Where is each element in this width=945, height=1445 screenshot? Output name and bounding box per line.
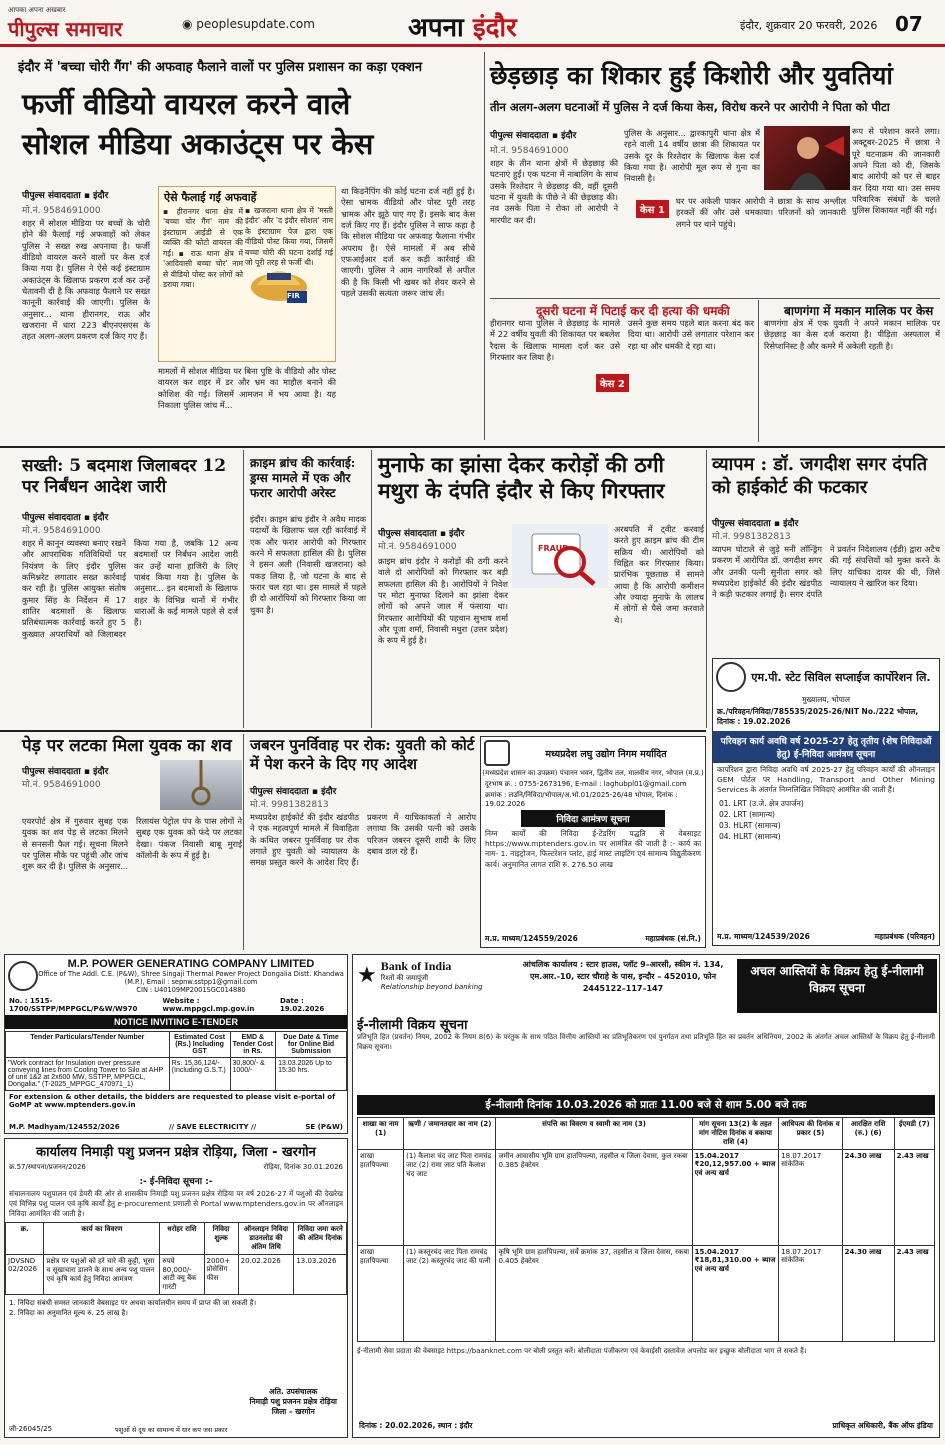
- khargone-ref-right: रोड़िया, दिनांक 30.01.2026: [263, 1163, 343, 1171]
- boi-logo-block: [357, 959, 507, 1009]
- newspaper-logo: आपका अपना अखबार पीपुल्स समाचार: [8, 6, 178, 40]
- star-icon: ★: [357, 962, 377, 988]
- case1-badge: केस 1: [636, 198, 669, 218]
- sub3-title: बाणगंगा में मकान मालिक पर केस: [784, 304, 934, 318]
- khargone-body: संचालनालय पशुपालन एवं डेयरी की ओर से शासकीय निमाड़ी पशु प्रजनन प्रक्षेत्र रोड़िया पर वर्ष 2026-27 में पशुओं की देखरेख एवं विभिन्न पशु पालन एवं कृषि कार्यों हेतु e-procurement प्रणाली से Portal www.mptenders.gov.in पर ऑनलाइन निविदा आमंत्रित की जाती है।: [9, 1189, 343, 1218]
- civil-sub: मुख्यालय, भोपाल: [802, 695, 850, 704]
- boi-brand: Bank of India: [380, 959, 452, 973]
- civil-header: [713, 659, 939, 695]
- table-row: शाखा हातपिपल्या (1) कस्तूरचंद जाट पिता रामचंद्र जाट (2) कस्तूरचंद जाट की पत्नी कृषि भूमि ग्राम हातपिपल्या, सर्वे क्रमांक 37, तहसील व जिला देवास, रकबा 0.405 हेक्टेयर 15.04.2017 ₹18,81,310.00 + ब्याज एवं अन्य खर्च 18.07.2017 सांकेतिक 24.30 लाख 2.43 लाख: [358, 1246, 935, 1342]
- khargone-footer-mid: पशुओं से दूध का सामान्य में धार कप जस प्रकार: [115, 1426, 228, 1434]
- msme-title: मध्यप्रदेश लघु उद्योग निगम मर्यादित: [545, 748, 667, 760]
- story-drugs-headline: क्राइम ब्रांच की कार्रवाई: ड्रग्स मामले में एक और फरार आरोपी अरेस्ट: [250, 456, 356, 500]
- inset-right-text: ▪ खजराना थाना क्षेत्र में 'मस्ती इंदौर' और 'द इंदौर सोशल' नाम के इंस्टाग्राम पेज द्वारा एक वीडियो पोस्ट किया गया, जिसमें बच्चा चोरी की घटना दर्शाई गई जो पूरी तरह से फर्जी थी।: [245, 206, 333, 268]
- khargone-signature: अति. उपसंचालक निमाड़ी पशु प्रजनन प्रक्षेत्र रोड़िया जिला – खरगोन: [249, 1387, 337, 1416]
- story-drugs-body: इंदौर। क्राइम ब्रांच इंदौर ने अवैध मादक पदार्थों के खिलाफ चल रही कार्रवाई में एक और फरार आरोपी को गिरफ्तार करने में सफलता हासिल की है। पुलिस ने हसन अली (निवासी खजराना) को पकड़ लिया है, जो घटना के बाद से फरार चल रहा था। इस मामले में पहले ही दो आरोपियों को गिरफ्तार किया जा चुका है।: [250, 514, 366, 615]
- sub3-text: बाणगंगा क्षेत्र में एक युवती ने अपने मकान मालिक पर छेड़छाड़ का केस दर्ज कराया है। पीड़िता अस्पताल में रिसेप्शनिस्ट है और कमरे में अकेली रहती है।: [764, 318, 940, 351]
- inset-title: ऐसे फैलाई गईं अफवाहें: [164, 191, 257, 204]
- story-thagi-body-2: अरबपति में ट्वीट करवाई करते हुए क्राइम ब्रांच की टीम सक्रिय थी। आरोपियों को चिह्नित कर गिरफ्तार किया। प्रारंभिक पूछताछ में सामने आया है कि आरोपी कमीशन और ज्यादा मुनाफे के लालच में लोगों से पैसे जमा करवाते थे।: [614, 524, 704, 625]
- khargone-title: कार्यालय निमाड़ी पशु प्रजनन प्रक्षेत्र रोड़िया, जिला - खरगोन: [36, 1145, 316, 1160]
- website-link[interactable]: ◉ peoplesupdate.com: [182, 17, 315, 31]
- civil-items: 01. LRT (उ.जे. क्षेत्र उपार्जन) 02. LRT (सामान्य) 03. HLRT (सामान्य) 04. HLRT (सामान्य): [719, 798, 804, 842]
- table-header: EMD & Tender Cost in Rs.: [230, 1032, 276, 1058]
- molest-right-col: रूप से परेशान करने लगा। अक्टूबर-2025 में छात्रा ने पूरे घटनाक्रम की जानकारी अपने पिता को दी, जिसके बाद आरोपी को घर से बाहर कर दिया गया था। उस समय परिवारिक संबंधों के चलते पुलिस शिकायत नहीं की गई।: [852, 126, 940, 216]
- story-thagi-body-1: क्राइम ब्रांच इंदौर ने करोड़ों की ठगी करने वाले दो आरोपियों को गिरफ्तार कर बड़ी सफलता हासिल की है। आरोपियों ने निवेश पर मोटा मुनाफा दिलाने का झांसा देकर लोगों को अपने जाल में फंसाया था। गिरफ्तार आरोपियों की पहचान सुभाष शर्मा और पूजा शर्मा, निवासी मथुरा (उत्तर प्रदेश) के रूप में हुई है।: [378, 556, 508, 646]
- inset-left-text: ▪ हीरानगर थाना क्षेत्र में 'बच्चा चोर गैंग' नाम की इंस्टाग्राम आईडी से एक व्यक्ति की फोटो वायरल की गई। ▪ राऊ थाना क्षेत्र में 'आदिवासी बच्चा चोर' नाम से वीडियो पोस्ट कर लोगों को डराया गया।: [163, 207, 243, 290]
- civil-logo-icon: [716, 662, 746, 692]
- molest-col-1: शहर के तीन थाना क्षेत्रों में छेड़छाड़ की घटनाएं हुईं। एक घटना में नाबालिग के साथ उसके रिश्तेदार ने छेड़छाड़ की, वहीं दूसरी घटना में युवती के पीछे ने की छेड़छाड़ की। नव उसके पिता ने रोका तो आरोपी ने मारपीट कर दी।: [490, 158, 618, 225]
- story-vyapam-headline: व्यापम : डॉ. जगदीश सगर दंपति को हाईकोर्ट की फटकार: [712, 454, 928, 498]
- civil-body: कार्पोरेशन द्वारा निविदा अवधि वर्ष 2025-27 हेतु परिवहन कार्यों की ऑनलाइन GEM पोर्टल पर Handling, Transport and Other Mining Services के अंतर्गत निम्नलिखित निविदाएं आमंत्रित की जाती हैं।: [717, 765, 935, 795]
- boi-table-wrap: [357, 1117, 935, 1342]
- boi-date: दिनांक : 20.02.2026, स्थान : इंदौर: [359, 1421, 473, 1430]
- msme-logo-icon: [484, 740, 510, 766]
- msme-sub: (मध्यप्रदेश शासन का उपक्रम) पंचानन भवन, द्वितीय तल, मालवीय नगर, भोपाल (म.प्र.): [482, 769, 704, 777]
- msme-footer-right: महाप्रबंधक (सं.नि.): [645, 934, 701, 943]
- case1-text: घर पर अकेली पाकर आरोपी ने छात्रा के साथ अश्लील हरकतें कीं और उसे धमकाया। परिजनों को जानकारी लगने पर थाने पहुंचे।: [676, 196, 846, 229]
- civil-title: एम.पी. स्टेट सिविल सप्लाईज कार्पोरेशन लि.: [751, 670, 931, 684]
- story-lash-body: एयरपोर्ट क्षेत्र में गुरुवार सुबह एक युवक का शव पेड़ से लटका मिलने से सनसनी फैल गई। सूचना मिलने पर पुलिस मौके पर पहुंची और जांच शुरू कर दी है। पुलिस के अनुसार... रिलायंस पेट्रोल पंप के पास लोगों ने सुबह एक युवक को फंदे पर लटका देखा। पंकज निवासी बाबू मुराई कॉलोनी के रूप में हुई है।: [22, 816, 242, 872]
- hanging-rope-illustration: [160, 760, 242, 810]
- story-jilabadar-body: शहर में कानून व्यवस्था बनाए रखने और आपराधिक गतिविधियों पर नियंत्रण के लिए इंदौर पुलिस कमिश्नरेट लगातार सख्त कार्रवाई कर रही है। पुलिस आयुक्त संतोष कुमार सिंह के निर्देशन में 17 शातिर बदमाशों के खिलाफ प्रतिबंधात्मक कार्रवाई करते हुए 5 कुख्यात अपराधियों को जिलाबदर किया गया है, जबकि 12 अन्य बदमाशों पर निर्बंधन आदेश जारी कर उन्हें थाना हाजिरी के लिए पाबंद किया गया है। पुलिस के अनुसार... इन बदमाशों के खिलाफ शहर के विभिन्न थानों में गंभीर धाराओं के कई मामले पहले से दर्ज हैं।: [22, 538, 238, 639]
- khargone-notes: 1. निविदा संबंधी समस्त जानकारी वेबसाइट पर अथवा कार्यालयीन समय में प्राप्त की जा सकती है। 2. निविदा का अनुमानित मूल्य रु. 25 लाख है।: [9, 1298, 257, 1318]
- mppgcl-no: No. : 1515-1700/SSTPP/MPPGCL/P&W/W970: [9, 997, 138, 1013]
- section-rule: [0, 730, 706, 732]
- table-row: शाखा हातपिपल्या (1) कैलाश चंद जाट पिता रामचंद्र जाट (2) रामा जाट पति कैलाश चंद जाट जमीन आवासीय भूमि ग्राम हातपिपल्या, तहसील व जिला देवास, कुल रकबा 0.385 हेक्टेयर 15.04.2017 ₹20,12,957.00 + ब्याज एवं अन्य खर्च 18.07.2017 सांकेतिक 24.30 लाख 2.43 लाख: [358, 1150, 935, 1246]
- molest-mobile: मो.नं. 9584691000: [490, 146, 569, 156]
- molest-headline: छेड़छाड़ का शिकार हुईं किशोरी और युवतियां: [490, 61, 893, 90]
- story-vyapam-byline-block: पीपुल्स संवाददाता ▪ इंदौर मो.नं. 9981382813: [712, 519, 799, 542]
- story-lash-byline-block: पीपुल्स संवाददाता ▪ इंदौर मो.नं. 9584691000: [22, 767, 109, 790]
- boi-office: आंचलिक कार्यालय : स्टार हाउस, प्लॉट 9–आरसी, स्कीम नं. 134, एम.आर.-10, स्टार चौराहे के पास, इन्दौर – 452010, फोन 2445122–117–147: [522, 960, 724, 993]
- msme-body: निम्न कार्यों की निविदा ई-टेंडरिंग पद्धति से वेबसाइट https://www.mptenders.gov.in पर आमंत्रित की जाती है :- कार्य का नाम- 1. नाइट्रोजन, फिल्टरेशन प्लांट, हाई मास्ट लाइटिंग एवं सामान्य विद्युतीकरण कार्य। अनुमानित लागत राशि रु. 276.50 लाख: [485, 829, 701, 869]
- sub2-text-a: हीरानगर थाना पुलिस ने छेड़छाड़ के मामले में 22 वर्षीय युवती की शिकायत पर बबलेश रैदास के खिलाफ मामला दर्ज कर उसे गिरफ्तार कर लिया है।: [490, 318, 620, 362]
- ad-mppgcl: [4, 954, 348, 1134]
- mppgcl-banner: NOTICE INVITING E-TENDER: [5, 1015, 347, 1029]
- column-divider: [371, 450, 372, 728]
- lead-mobile: मो.नं. 9584691000: [22, 206, 101, 216]
- civil-footer-left: म.प्र. माध्यम/124539/2026: [717, 932, 810, 941]
- lead-headline-2: सोशल मीडिया अकाउंट्स पर केस: [22, 127, 374, 161]
- boi-tag: Relationship beyond banking: [380, 983, 483, 991]
- msme-banner: निविदा आमंत्रण सूचना: [521, 810, 665, 827]
- lead-col-2: मामलों में सोशल मीडिया पर बिना पुष्टि के वीडियो और पोस्ट वायरल कर शहर में डर और भ्रम का माहौल बनाने की कोशिश की गई। जिसमें आमजन में भय आया है। यह निकाला पुलिस जांच में...: [158, 366, 336, 410]
- mppgcl-title: M.P. POWER GENERATING COMPANY LIMITED: [67, 958, 315, 970]
- table-row: "Work contract for Insulation over pressure conveying lines from Cooling Tower to Silo at AHP of unit 1&2 at 2x600 MW, SSTPP, MPPGCL, Dongalia." (T-2025_MPPGC_470971_1) Rs. 15,36,124/- (Including G.S.T.) 30,800/- & 1000/- 13.03.2026 Up to 15:30 hrs.: [6, 1058, 347, 1091]
- story-lash-headline: पेड़ पर लटका मिला युवक का शव: [22, 736, 232, 756]
- khargone-footer-left: जी-26045/25: [9, 1425, 53, 1433]
- mppgcl-date: Date : 19.02.2026: [279, 997, 325, 1013]
- khargone-banner: :- ई-निविदा सूचना :-: [139, 1177, 213, 1187]
- table-row: JDVSND 02/2026 प्रक्षेत्र पर पशुओं को हरे चारे की कुट्टी, भूसा व सूखाचारा डालने के साथ अन्य पशु पालन एवं कृषि कार्य हेतु निविदा आमंत्रण रुपये 80,000/- आटी क्यू बैंक गारंटी 2000+ प्रोसेसिंग फीस 20.02.2026 13.03.2026: [6, 1254, 347, 1294]
- masthead-rule: [0, 44, 945, 47]
- khargone-ref-left: क्र.57/स्थापना/प्रजनन/2026: [9, 1163, 86, 1171]
- molest-col-2: पुलिस के अनुसार... द्वारकापुरी थाना क्षेत्र में रहने वाली 14 वर्षीय छात्रा की शिकायत पर उसके दूर के रिश्तेदार के खिलाफ केस दर्ज किया गया है। आरोपी मूल रूप से गुना का निवासी है।: [624, 128, 760, 184]
- case2-badge: केस 2: [596, 372, 629, 392]
- boi-auction-title: ई-नीलामी विक्रय सूचना: [357, 1018, 468, 1033]
- fraud-label: FRAUD: [538, 544, 569, 553]
- mppgcl-table: [5, 1031, 347, 1091]
- lead-headline-1: फर्जी वीडियो वायरल करने वाले: [22, 87, 351, 121]
- molest-byline: पीपुल्स संवाददाता ▪ इंदौर: [490, 131, 577, 141]
- story-marriage-body: मध्यप्रदेश हाईकोर्ट की इंदौर खंडपीठ ने एक महत्वपूर्ण मामले में विवाहिता के कथित जबरन पुनर्विवाह पर रोक लगाते हुए युवती को न्यायालय के समक्ष प्रस्तुत करने के आदेश दिए हैं। प्रकरण में याचिकाकर्ता ने आरोप लगाया कि उसकी पत्नी को उसके परिजन जबरन दूसरी शादी के लिए दबाव डाल रहे हैं।: [250, 812, 476, 868]
- molest-byline-block: [490, 128, 620, 156]
- globe-icon: ◉: [182, 17, 197, 31]
- boi-date-banner: ई–नीलामी दिनांक 10.03.2026 को प्रातः 11.00 बजे से शाम 5.00 बजे तक: [357, 1095, 935, 1115]
- boi-table: शाखा का नाम (1) ऋणी / जमानतदार का नाम (2) संपत्ति का विवरण व स्वामी का नाम (3) मांग सूचना 13(2) के तहत मांग नोटिस दिनांक व बकाया राशि (4) आधिपत्य की दिनांक व प्रकार (5) आरक्षित राशि (रु.) (6) ईएमडी (7) शाखा हातपिपल्या (1) कैलाश चंद जाट पिता रामचंद्र जाट (2) रामा जाट पति कैलाश चंद जाट जमीन आवासीय भूमि ग्राम हातपिपल्या, तहसील व जिला देवास, कुल रकबा 0.385 हेक्टेयर 15.04.2017 ₹20,12,957.00 + ब्याज एवं अन्य खर्च 18.07.2017 सांकेतिक 24.30 लाख 2.43 लाख शाखा हातपिपल्या (1) कस्तूरचंद जाट पिता रामचंद्र जाट (2) कस्तूरचंद जाट की पत्नी कृषि भूमि ग्राम हातपिपल्या, सर्वे क्रमांक 37, तहसील व जिला देवास, रकबा 0.405 हेक्टेयर 15.04.2017 ₹18,81,310.00 + ब्याज एवं अन्य खर्च 18.07.2017 सांकेतिक 24.30 लाख 2.43 लाख: [357, 1117, 935, 1342]
- column-divider: [706, 450, 707, 728]
- mppgcl-sub: Office of The Addl. C.E. (P&W), Shree Singaji Thermal Power Project Dongalia Distt. Khandwa (M.P.), Email : sepnw.sstpp1@gmail.com: [38, 970, 344, 986]
- story-jilabadar-headline: सख्ती: 5 बदमाश जिलाबदर 12 पर निर्बंधन आदेश जारी: [22, 456, 227, 498]
- section-title: अपना इंदौर: [408, 13, 517, 43]
- boi-brand-hi: रिश्तों की जमापूंजी: [380, 974, 429, 982]
- logo-tagline: आपका अपना अखबार: [8, 6, 66, 14]
- civil-footer-right: महाप्रबंधक (परिवहन): [874, 932, 935, 941]
- ad-khargone: [4, 1138, 348, 1438]
- msme-phone: दूरभाष क्र. : 0755-2673196, E-mail : laghubpl01@gmail.com: [485, 780, 687, 788]
- story-thagi-headline: मुनाफे का झांसा देकर करोड़ों की ठगी मथुरा के दंपति इंदौर से किए गिरफ्तार: [378, 452, 665, 504]
- column-divider: [243, 450, 244, 728]
- story-vyapam-body: व्यापम घोटाले से जुड़े मनी लॉन्ड्रिंग प्रकरण में आरोपित डॉ. जगदीश सगर और उनकी पत्नी सुनीता सगर को मध्यप्रदेश हाईकोर्ट की इंदौर खंडपीठ ने कड़ी फटकार लगाई है। सगर दंपति ने प्रवर्तन निदेशालय (ईडी) द्वारा अटैच की गई संपत्तियों को मुक्त करने के लिए याचिका दायर की थी, जिसे न्यायालय ने खारिज कर दिया।: [712, 544, 940, 600]
- lead-kicker: इंदौर में 'बच्चा चोरी गैंग' की अफवाह फैलाने वालों पर पुलिस प्रशासन का कड़ा एक्शन: [18, 60, 423, 75]
- civil-ref: क्र./परिवहन/निविदा/785535/2025-26/NIT No./222 भोपाल, दिनांक : 19.02.2026: [717, 707, 919, 726]
- lead-col-3: था किडनैपिंग की कोई घटना दर्ज नहीं हुई है। ऐसा भ्रामक वीडियो और पोस्ट पूरी तरह भ्रामक और झूठे पाए गए हैं। इसके बाद केस दर्ज किए गए हैं। इंदौर पुलिस ने साफ कहा है कि सोशल मीडिया पर अफवाह फैलाना गंभीर अपराध है। ऐसे मामलों में अब सीधे एफआईआर दर्ज कर कड़ी कार्रवाई की जाएगी। पुलिस ने आम नागरिकों से अपील की है कि किसी भी खबर को शेयर करने से पहले उसकी सत्यता जरूर जांच लें।: [341, 186, 475, 298]
- fir-badge: FIR: [287, 292, 300, 300]
- civil-banner: परिवहन कार्य अवधि वर्ष 2025-27 हेतु तृतीय (शेष निविदाओं हेतु) ई-निविदा आमंत्रण सूचना: [713, 731, 939, 763]
- sub2-text-b: उसने कुछ समय पहले बात करना बंद कर दिया था। आरोपी उसे लगातार परेशान कर रहा था और धमकी दे रहा था।: [628, 318, 754, 351]
- mppgcl-cin: CIN : U40109MP2001SGC014880: [136, 986, 246, 994]
- sub-column-divider: [758, 300, 759, 442]
- boi-sign: प्राधिकृत अधिकारी, बैंक ऑफ इंडिया: [832, 1421, 933, 1430]
- story-marriage-byline-block: पीपुल्स संवाददाता ▪ इंदौर मो.नं. 9981382813: [250, 787, 337, 810]
- sub-divider: [490, 298, 940, 299]
- victim-illustration: [764, 126, 850, 190]
- molest-subhead: तीन अलग-अलग घटनाओं में पुलिस ने दर्ज किया केस, विरोध करने पर आरोपी ने पिता को पीटा: [490, 100, 890, 114]
- mppgcl-logo-icon: [8, 961, 38, 991]
- lead-col-1: शहर में सोशल मीडिया पर बच्चों के चोरी होने की फैलाई गई अफवाहों को लेकर पुलिस ने सख्त रुख अपनाया है। फर्जी वीडियो वायरल करने वालों पर केस दर्ज किया गया है। पुलिस ने ऐसे कई इंस्टाग्राम अकाउंट्स के खिलाफ प्रकरण दर्ज कर उन्हें चेतावनी दी है कि अफवाह फैलाने पर सख्त कानूनी कार्रवाई की जाएगी। पुलिस के अनुसार... थाना हीरानगर, राऊ और खजराना में धारा 223 बीएनएसएस के तहत अलग-अलग प्रकरण दर्ज किए गए हैं।: [22, 218, 150, 342]
- khargone-table: क्र. कार्य का विवरण धरोहर राशि निविदा शुल्क ऑनलाइन निविदा डाउनलोड की अंतिम तिथि निविदा जमा करने की अंतिम दिनांक JDVSND 02/2026 प्रक्षेत्र पर पशुओं को हरे चारे की कुट्टी, भूसा व सूखाचारा डालने के साथ अन्य पशु पालन एवं कृषि कार्य हेतु निविदा आमंत्रण रुपये 80,000/- आटी क्यू बैंक गारंटी 2000+ प्रोसेसिंग फीस 20.02.2026 13.03.2026: [5, 1222, 347, 1295]
- mppgcl-footer-mid: // SAVE ELECTRICITY //: [168, 1123, 257, 1131]
- boi-intro: प्रतिभूति हित (प्रवर्तन) नियम, 2002 के नियम 8(6) के परंतुक के साथ पठित वित्तीय आस्तियों का प्रतिभूतिकरण एवं पुनर्गठन तथा प्रतिभूति हित का प्रवर्तन अधिनियम, 2002 के अंतर्गत अचल आस्तियों के विक्रय हेतु ई-नीलामी विक्रय सूचना।: [357, 1033, 935, 1051]
- dateline: इंदौर, शुक्रवार 20 फरवरी, 2026: [740, 19, 878, 32]
- ad-civil-supplies: [712, 658, 940, 946]
- table-header: Estimated Cost (Rs.) Including GST: [169, 1032, 230, 1058]
- section-rule: [0, 446, 945, 448]
- lead-byline-block: [22, 188, 152, 216]
- ad-msme: [480, 736, 706, 948]
- story-thagi-byline-block: पीपुल्स संवाददाता ▪ इंदौर मो.नं. 9584691000: [378, 529, 465, 552]
- story-jilabadar-byline-block: पीपुल्स संवाददाता ▪ इंदौर मो.नं. 9584691000: [22, 513, 109, 536]
- page-number: 07: [895, 12, 923, 36]
- mppgcl-website: Website : www.mppgcl.mp.gov.in: [162, 997, 255, 1013]
- msme-footer-left: म.प्र. माध्यम/124559/2026: [485, 934, 578, 943]
- lead-byline: पीपुल्स संवाददाता ▪ इंदौर: [22, 191, 109, 201]
- table-header: Due Date & Time for Online Bid Submission: [276, 1032, 347, 1058]
- ad-bank-of-india: [352, 954, 940, 1438]
- msme-ref: क्रमांक : लउनि/निविदा/भोपाल/अ.भो.01/2025-26/48 भोपाल, दिनांक : 19.02.2026: [485, 791, 678, 808]
- story-marriage-headline: जबरन पुनर्विवाह पर रोक: युवती को कोर्ट में पेश करने के दिए गए आदेश: [250, 736, 475, 773]
- sub2-title: दूसरी घटना में पिटाई कर दी हत्या की धमकी: [536, 304, 730, 318]
- fraud-illustration: [512, 524, 608, 588]
- mppgcl-footer-right: SE (P&W): [305, 1123, 343, 1131]
- column-divider: [484, 52, 485, 440]
- table-header: Tender Particulars/Tender Number: [6, 1032, 170, 1058]
- mppgcl-footer-left: M.P. Madhyam/124552/2026: [9, 1123, 120, 1131]
- boi-right-title: अचल आस्तियों के विक्रय हेतु ई-नीलामी विक्रय सूचना: [737, 959, 937, 1013]
- boi-notes: ई-नीलामी सेवा प्रदाता की वेबसाइट https://baanknet.com पर बोली प्रस्तुत करें। बोलीदाता पंजीकरण एवं केवाईसी दस्तावेज अपलोड कर इच्छुक बोलीदाता भाग ले सकते हैं।: [357, 1347, 807, 1355]
- column-divider: [243, 734, 244, 950]
- mppgcl-footnote: For extension & other details, the bidders are requested to please visit e-portal of GoMP at www.mptenders.gov.in: [9, 1093, 336, 1109]
